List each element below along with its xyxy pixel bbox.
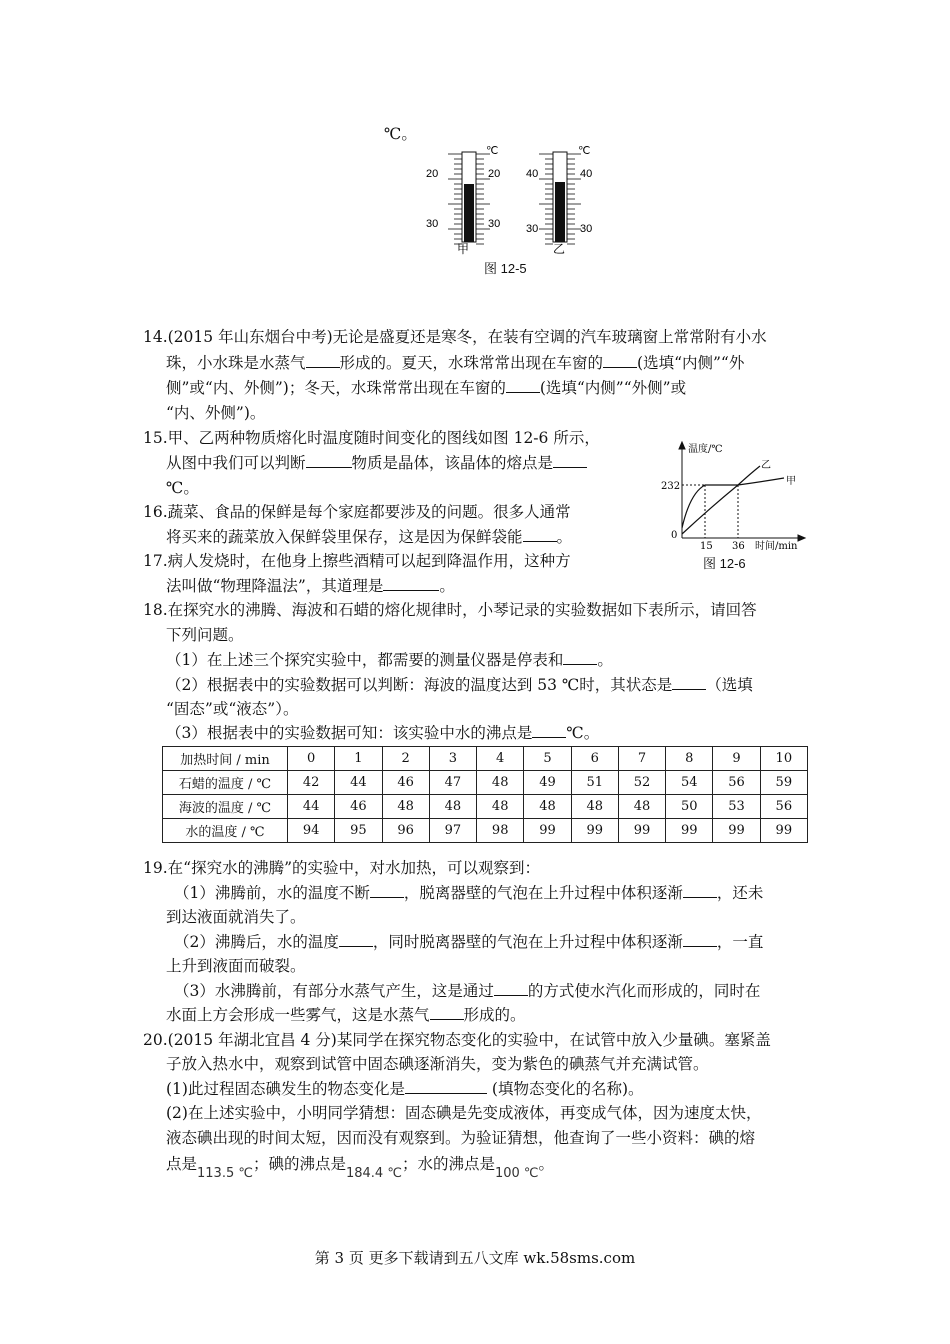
table-cell: 96 <box>382 819 429 843</box>
table-row <box>163 795 808 819</box>
iodine-boiling-point: 184.4 ℃ <box>345 1166 402 1181</box>
table-cell: 48 <box>571 795 618 819</box>
table-cell: 56 <box>760 795 807 819</box>
q18-part-1: （1）在上述三个探究实验中，都需要的测量仪器是停表和 。 <box>166 651 613 669</box>
table-cell: 0 <box>288 747 335 771</box>
q18-part-2-cont: “固态”或“液态”）。 <box>166 700 299 718</box>
answer-blank[interactable] <box>370 883 404 898</box>
q14-line-2: 珠，小水珠是水蒸气 形成的。夏天，水珠常常出现在车窗的 (选填“内侧”“外 <box>166 354 745 372</box>
table-cell: 50 <box>666 795 713 819</box>
table-row <box>163 819 808 843</box>
answer-blank[interactable] <box>430 1005 464 1020</box>
answer-blank[interactable] <box>563 650 597 665</box>
table-cell: 石蜡的温度 / ℃ <box>163 771 288 795</box>
answer-blank[interactable] <box>339 932 373 947</box>
q17-line-2: 法叫做“物理降温法”，其道理是 。 <box>166 577 455 595</box>
table-cell: 48 <box>477 771 524 795</box>
answer-blank[interactable] <box>683 883 717 898</box>
page-footer: 第 3 页 更多下载请到五八文库 wk.58sms.com <box>314 1249 636 1267</box>
table-cell: 水的温度 / ℃ <box>163 819 288 843</box>
thermometer-figure <box>420 140 610 258</box>
table-cell: 42 <box>288 771 335 795</box>
right-thermo-tick-right-2: 30 <box>580 223 593 235</box>
q18-part-2: （2）根据表中的实验数据可以判断：海波的温度达到 53 ℃时，其状态是 （选填 <box>166 676 753 694</box>
q17-line-1: 17.病人发烧时，在他身上擦些酒精可以起到降温作用，这种方 <box>143 552 571 570</box>
answer-blank[interactable] <box>494 981 528 996</box>
table-cell: 加热时间 / min <box>163 747 288 771</box>
table-cell: 7 <box>618 747 665 771</box>
right-thermo-tick-right-1: 40 <box>580 168 593 180</box>
left-thermo-tick-right-2: 30 <box>488 218 501 230</box>
table-cell: 51 <box>571 771 618 795</box>
table-cell: 99 <box>618 819 665 843</box>
figure-12-6-caption: 图 12-6 <box>703 556 746 571</box>
table-cell: 6 <box>571 747 618 771</box>
table-cell: 9 <box>713 747 760 771</box>
table-cell: 44 <box>288 795 335 819</box>
table-cell: 5 <box>524 747 571 771</box>
q19-part-2: （2）沸腾后，水的温度 ，同时脱离器壁的气泡在上升过程中体积逐渐 ，一直 <box>174 933 764 951</box>
q19-part-1-cont: 到达液面就消失了。 <box>166 908 306 926</box>
left-thermo-unit: ℃ <box>486 145 499 157</box>
q15-line-3: ℃。 <box>166 479 199 497</box>
melting-curve-figure <box>660 438 810 550</box>
right-thermo-unit: ℃ <box>578 145 591 157</box>
curve-xlabel: 时间/min <box>755 541 798 550</box>
right-thermo-tick-left-1: 40 <box>526 168 539 180</box>
table-cell: 10 <box>760 747 807 771</box>
table-cell: 49 <box>524 771 571 795</box>
q16-line-2: 将买来的蔬菜放入保鲜袋里保存，这是因为保鲜袋能 。 <box>166 528 573 546</box>
table-cell: 98 <box>477 819 524 843</box>
curve-series-jia: 甲 <box>786 476 796 487</box>
table-cell: 48 <box>524 795 571 819</box>
fragment-text: ℃。 <box>384 125 417 143</box>
left-thermo-label: 甲 <box>457 242 470 256</box>
table-cell: 44 <box>335 771 382 795</box>
table-cell: 46 <box>382 771 429 795</box>
q14-line-3: 侧”或“内、外侧”)；冬天，水珠常常出现在车窗的 (选填“内侧”“外侧”或 <box>166 379 687 397</box>
q14-line-1: 14.(2015 年山东烟台中考)无论是盛夏还是寒冬，在装有空调的汽车玻璃窗上常常附有小水 <box>143 328 767 346</box>
table-header-row <box>163 747 808 771</box>
table-cell: 94 <box>288 819 335 843</box>
answer-blank[interactable] <box>383 576 439 591</box>
right-thermo-label: 乙 <box>553 242 566 256</box>
table-cell: 48 <box>382 795 429 819</box>
answer-blank[interactable] <box>523 527 557 542</box>
curve-series-yi: 乙 <box>761 460 771 471</box>
answer-blank[interactable] <box>532 723 566 738</box>
answer-blank[interactable] <box>672 675 706 690</box>
left-thermo-tick-left-1: 20 <box>426 168 439 180</box>
table-cell: 8 <box>666 747 713 771</box>
answer-blank[interactable] <box>306 453 352 468</box>
q18-line-2: 下列问题。 <box>166 626 244 644</box>
q19-part-1: （1）沸腾前，水的温度不断 ，脱离器壁的气泡在上升过程中体积逐渐 ，还未 <box>174 884 764 902</box>
curve-y-tick: 232 <box>661 481 681 492</box>
table-cell: 99 <box>666 819 713 843</box>
q14-line-4: “内、外侧”)。 <box>166 404 266 422</box>
table-cell: 1 <box>335 747 382 771</box>
q19-line-1: 19.在“探究水的沸腾”的实验中，对水加热，可以观察到： <box>143 859 541 877</box>
table-cell: 48 <box>618 795 665 819</box>
right-thermo-tick-left-2: 30 <box>526 223 539 235</box>
table-row <box>163 771 808 795</box>
curve-x-tick-15: 15 <box>700 541 713 550</box>
table-cell: 53 <box>713 795 760 819</box>
figure-12-5-caption: 图 12-5 <box>484 261 527 276</box>
q16-line-1: 16.蔬菜、食品的保鲜是每个家庭都要涉及的问题。很多人通常 <box>143 503 571 521</box>
table-cell: 54 <box>666 771 713 795</box>
answer-blank[interactable] <box>683 932 717 947</box>
q19-part-3-cont: 水面上方会形成一些雾气，这是水蒸气 形成的。 <box>166 1006 526 1024</box>
q20-part-1: (1)此过程固态碘发生的物态变化是 (填物态变化的名称)。 <box>166 1080 644 1098</box>
q18-part-3: （3）根据表中的实验数据可知：该实验中水的沸点是 ℃。 <box>166 724 600 742</box>
answer-blank[interactable] <box>506 378 540 393</box>
left-thermo-tick-right-1: 20 <box>488 168 501 180</box>
q15-line-1: 15.甲、乙两种物质熔化时温度随时间变化的图线如图 12-6 所示， <box>143 429 600 447</box>
table-cell: 95 <box>335 819 382 843</box>
q20-line-1: 20.(2015 年湖北宜昌 4 分)某同学在探究物态变化的实验中，在试管中放入少量碘。塞紧盖 <box>143 1031 771 1049</box>
q20-line-2: 子放入热水中，观察到试管中固态碘逐渐消失，变为紫色的碘蒸气并充满试管。 <box>166 1055 709 1073</box>
q19-part-3: （3）水沸腾前，有部分水蒸气产生，这是通过 的方式使水汽化而形成的，同时在 <box>174 982 761 1000</box>
table-cell: 52 <box>618 771 665 795</box>
table-cell: 47 <box>429 771 476 795</box>
curve-x-tick-36: 36 <box>732 541 745 550</box>
answer-blank[interactable] <box>405 1079 487 1094</box>
table-cell: 2 <box>382 747 429 771</box>
curve-ylabel: 温度/℃ <box>688 444 723 455</box>
table-cell: 97 <box>429 819 476 843</box>
table-cell: 99 <box>571 819 618 843</box>
table-cell: 99 <box>713 819 760 843</box>
answer-blank[interactable] <box>603 353 637 368</box>
data-table <box>162 746 808 843</box>
table-cell: 56 <box>713 771 760 795</box>
q19-part-2-cont: 上升到液面而破裂。 <box>166 957 306 975</box>
q20-part-2-line-3: 点是$_{113.5 ℃}$；碘的沸点是$_{184.4 ℃}$；水的沸点是$_{100 ℃}$。 <box>166 1155 555 1181</box>
answer-blank[interactable] <box>306 353 340 368</box>
table-cell: 4 <box>477 747 524 771</box>
q20-part-2-line-1: (2)在上述实验中，小明同学猜想：固态碘是先变成液体，再变成气体，因为速度太快， <box>166 1104 762 1122</box>
curve-origin: 0 <box>671 530 678 541</box>
table-cell: 48 <box>429 795 476 819</box>
iodine-melting-point: 113.5 ℃ <box>197 1166 253 1181</box>
table-cell: 海波的温度 / ℃ <box>163 795 288 819</box>
answer-blank[interactable] <box>553 453 587 468</box>
q20-part-2-line-2: 液态碘出现的时间太短，因而没有观察到。为验证猜想，他查询了一些小资料：碘的熔 <box>166 1129 756 1147</box>
table-cell: 48 <box>477 795 524 819</box>
table-cell: 46 <box>335 795 382 819</box>
table-cell: 59 <box>760 771 807 795</box>
left-thermo-tick-left-2: 30 <box>426 218 439 230</box>
table-cell: 99 <box>524 819 571 843</box>
table-cell: 3 <box>429 747 476 771</box>
q15-line-2: 从图中我们可以判断 物质是晶体，该晶体的熔点是 <box>166 452 587 474</box>
table-cell: 99 <box>760 819 807 843</box>
q18-line-1: 18.在探究水的沸腾、海波和石蜡的熔化规律时，小琴记录的实验数据如下表所示，请回答 <box>143 601 757 619</box>
water-boiling-point: 100 ℃ <box>494 1166 539 1181</box>
